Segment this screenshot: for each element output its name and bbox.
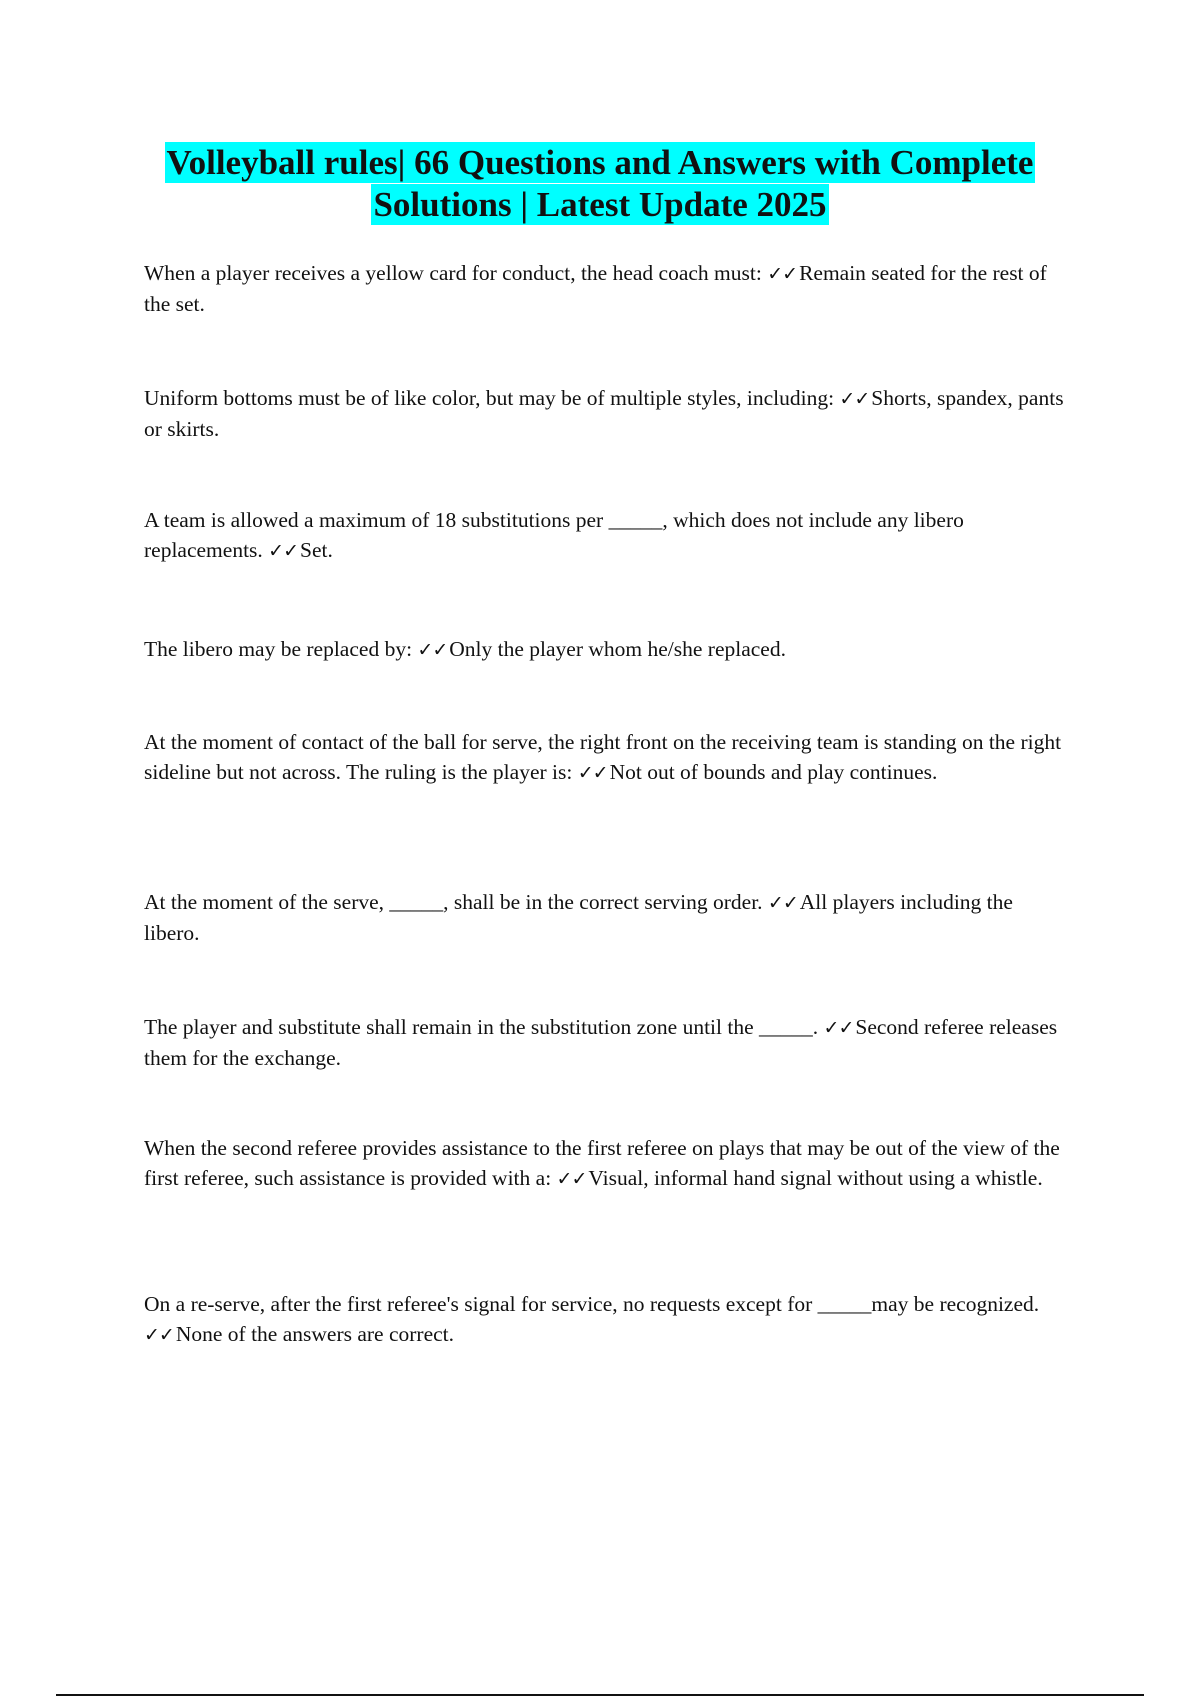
question-text: When the second referee provides assistance to the first referee on plays that may be out of the view of the first referee, such assistance is provided with a: xyxy=(144,1136,1060,1190)
answer-text: None of the answers are correct. xyxy=(175,1322,455,1346)
double-check-icon: ✓✓ xyxy=(767,892,798,914)
qa-item-3 xyxy=(144,505,1064,566)
question-text: A team is allowed a maximum of 18 substitutions per _____, which does not include any libero replacements. xyxy=(144,508,964,562)
double-check-icon: ✓✓ xyxy=(417,639,448,661)
answer-text: Second referee releases them for the exchange. xyxy=(144,1015,1058,1070)
qa-item-1 xyxy=(144,258,1064,319)
qa-item-5 xyxy=(144,727,1064,788)
question-text: The libero may be replaced by: xyxy=(144,637,413,661)
double-check-icon: ✓✓ xyxy=(823,1017,854,1039)
footer-divider xyxy=(56,1694,1144,1696)
qa-item-7 xyxy=(144,1012,1064,1073)
answer-text: All players including the libero. xyxy=(144,890,1013,945)
question-text: At the moment of the serve, _____, shall be in the correct serving order. xyxy=(144,890,763,914)
double-check-icon: ✓✓ xyxy=(839,388,870,410)
question-text: Uniform bottoms must be of like color, but may be of multiple styles, including: xyxy=(144,386,835,410)
question-text: On a re-serve, after the first referee's signal for service, no requests except for _____may be recognized. xyxy=(144,1292,1040,1316)
answer-text: Set. xyxy=(300,538,333,562)
qa-item-9 xyxy=(144,1289,1064,1350)
double-check-icon: ✓✓ xyxy=(268,540,299,562)
question-text: At the moment of contact of the ball for serve, the right front on the receiving team is standing on the right sideline but not across. The ruling is the player is: xyxy=(144,730,1062,784)
double-check-icon: ✓✓ xyxy=(767,263,798,285)
answer-text: Remain seated for the rest of the set. xyxy=(144,261,1047,316)
double-check-icon: ✓✓ xyxy=(144,1324,174,1346)
qa-item-2 xyxy=(144,383,1064,444)
qa-item-4 xyxy=(144,634,1064,665)
document-title xyxy=(100,142,1100,226)
question-text: The player and substitute shall remain in the substitution zone until the _____. xyxy=(144,1015,819,1039)
answer-text: Not out of bounds and play continues. xyxy=(609,760,938,784)
qa-item-6 xyxy=(144,887,1064,948)
answer-text: Shorts, spandex, pants or skirts. xyxy=(144,386,1064,441)
answer-text: Visual, informal hand signal without using a whistle. xyxy=(588,1166,1043,1190)
answer-text: Only the player whom he/she replaced. xyxy=(449,637,786,661)
question-text: When a player receives a yellow card for conduct, the head coach must: xyxy=(144,261,762,285)
double-check-icon: ✓✓ xyxy=(577,762,608,784)
double-check-icon: ✓✓ xyxy=(556,1168,587,1190)
title-highlight: Volleyball rules| 66 Questions and Answers with Complete Solutions | Latest Update 2025 xyxy=(166,143,1034,224)
qa-item-8 xyxy=(144,1133,1064,1194)
